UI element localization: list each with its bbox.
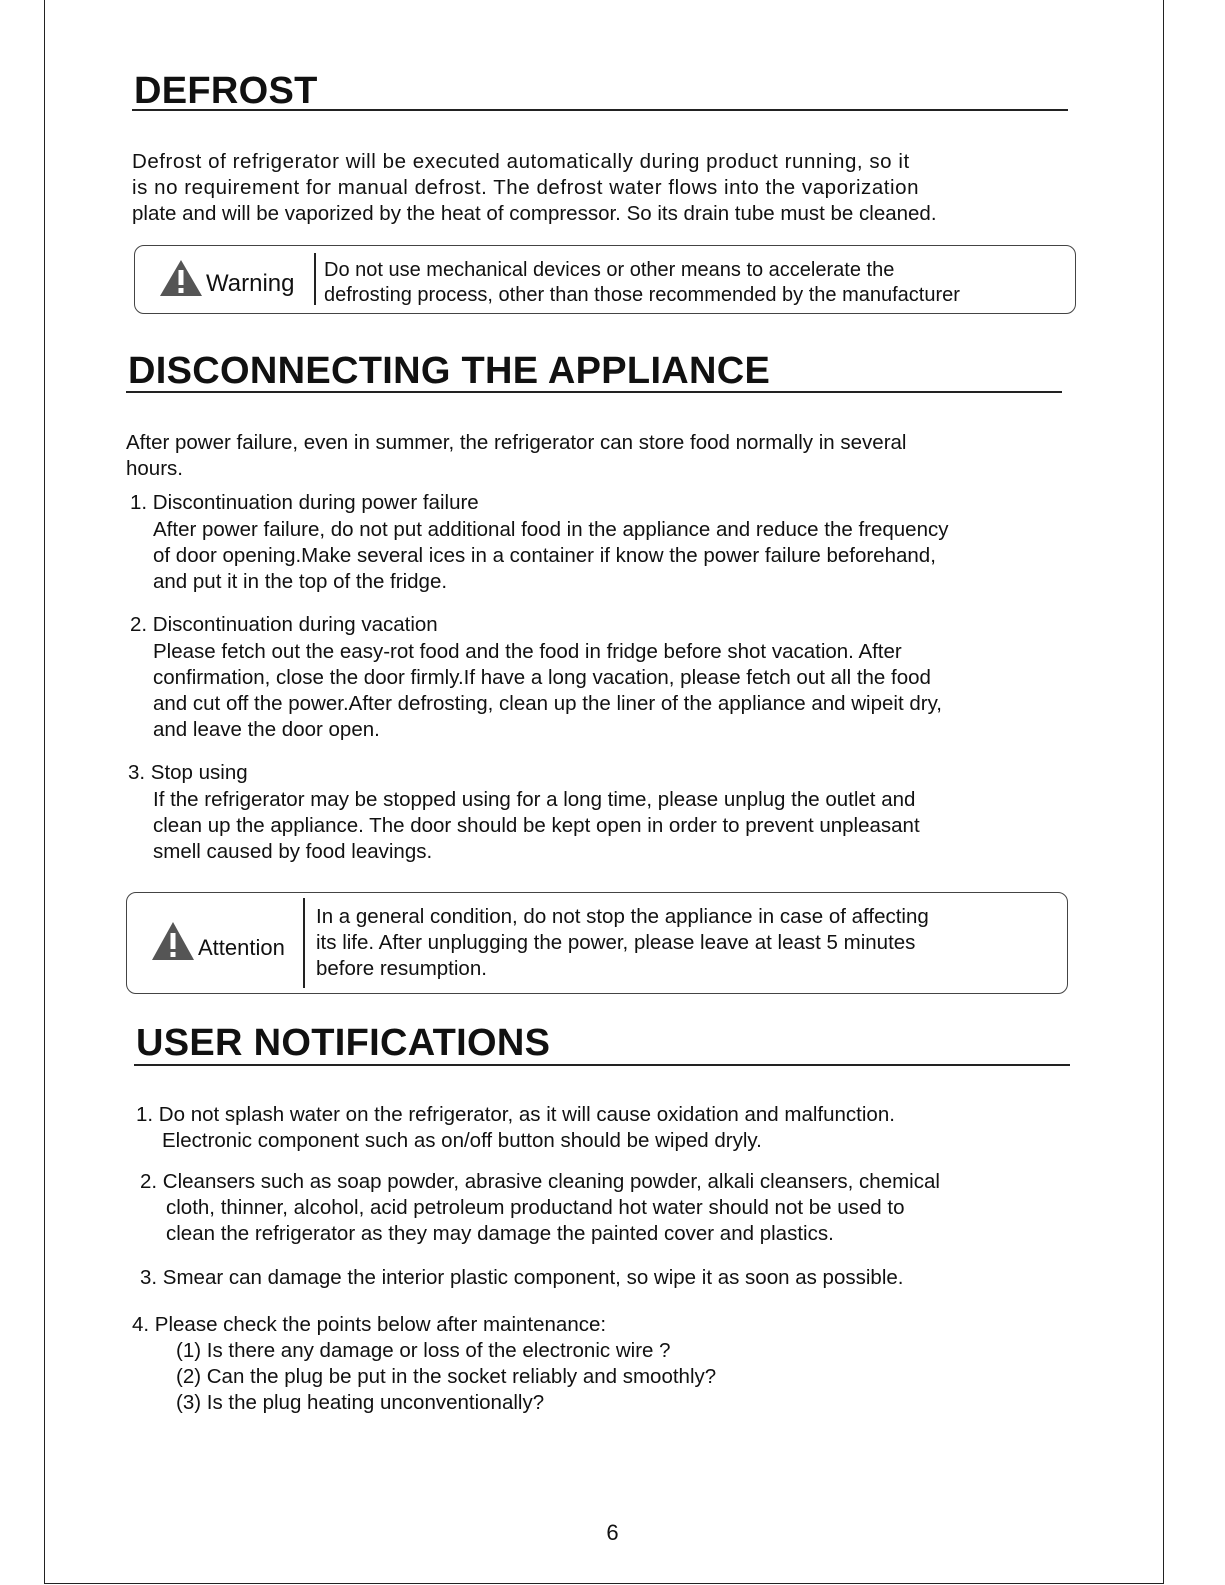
- text-line: After power failure, do not put additional food in the appliance and reduce the frequency: [153, 518, 949, 541]
- text-line: Defrost of refrigerator will be executed automatically during product running, so it: [132, 150, 910, 173]
- text-line: 2. Cleansers such as soap powder, abrasive cleaning powder, alkali cleansers, chemical: [140, 1170, 940, 1193]
- list-item-title: 2. Discontinuation during vacation: [130, 613, 438, 636]
- notification-item: [136, 1102, 1086, 1154]
- heading-rule: [132, 109, 1068, 111]
- attention-text: [316, 904, 1066, 982]
- text-line: After power failure, even in summer, the refrigerator can store food normally in several: [126, 431, 907, 454]
- warning-triangle-icon: [158, 258, 204, 298]
- text-line: Do not use mechanical devices or other means to accelerate the: [324, 259, 895, 281]
- section-heading-user-notifications: USER NOTIFICATIONS: [136, 1022, 551, 1064]
- notice-divider: [303, 898, 305, 988]
- notification-item: [140, 1265, 1090, 1291]
- text-line: hours.: [126, 457, 183, 480]
- text-line: Please fetch out the easy-rot food and the food in fridge before shot vacation. After: [153, 640, 902, 663]
- text-line: of door opening.Make several ices in a container if know the power failure beforehand,: [153, 544, 936, 567]
- warning-label-group: [158, 258, 294, 298]
- text-line: (1) Is there any damage or loss of the electronic wire ?: [176, 1339, 671, 1362]
- text-line: defrosting process, other than those recommended by the manufacturer: [324, 284, 960, 306]
- section-heading-disconnecting: DISCONNECTING THE APPLIANCE: [128, 350, 771, 392]
- attention-label-group: [150, 920, 285, 962]
- text-line: smell caused by food leavings.: [153, 840, 433, 863]
- warning-label: Warning: [206, 270, 295, 297]
- list-item-body: [153, 639, 1083, 743]
- text-line: (3) Is the plug heating unconventionally?: [176, 1391, 545, 1414]
- text-line: and put it in the top of the fridge.: [153, 570, 448, 593]
- list-item-body: [153, 517, 1083, 595]
- notice-divider: [314, 253, 316, 305]
- notification-item: [140, 1169, 1090, 1247]
- warning-text: [324, 258, 1074, 308]
- heading-rule: [126, 391, 1062, 393]
- text-line: confirmation, close the door firmly.If have a long vacation, please fetch out all the food: [153, 666, 931, 689]
- text-line: 3. Smear can damage the interior plastic component, so wipe it as soon as possible.: [140, 1266, 904, 1289]
- list-item-body: [153, 787, 1083, 865]
- disconnecting-intro: [126, 430, 1086, 482]
- text-line: plate and will be vaporized by the heat of compressor. So its drain tube must be cleaned.: [132, 202, 937, 225]
- notification-item: [132, 1312, 1082, 1416]
- page-number: 6: [606, 1520, 619, 1545]
- text-line: 1. Do not splash water on the refrigerator, as it will cause oxidation and malfunction.: [136, 1103, 895, 1126]
- text-line: Electronic component such as on/off button should be wiped dryly.: [162, 1129, 762, 1152]
- text-line: clean the refrigerator as they may damage the painted cover and plastics.: [166, 1222, 834, 1245]
- text-line: In a general condition, do not stop the appliance in case of affecting: [316, 905, 929, 928]
- text-line: If the refrigerator may be stopped using for a long time, please unplug the outlet and: [153, 788, 916, 811]
- text-line: before resumption.: [316, 957, 487, 980]
- text-line: its life. After unplugging the power, please leave at least 5 minutes: [316, 931, 916, 954]
- text-line: and cut off the power.After defrosting, clean up the liner of the appliance and wipeit dry,: [153, 692, 942, 715]
- heading-rule: [134, 1064, 1070, 1066]
- defrost-paragraph: [132, 149, 1092, 227]
- warning-triangle-icon: [150, 920, 196, 962]
- attention-label: Attention: [198, 935, 285, 960]
- text-line: cloth, thinner, alcohol, acid petroleum productand hot water should not be used to: [166, 1196, 905, 1219]
- text-line: is no requirement for manual defrost. The defrost water flows into the vaporization: [132, 176, 920, 199]
- text-line: (2) Can the plug be put in the socket reliably and smoothly?: [176, 1365, 717, 1388]
- text-line: clean up the appliance. The door should be kept open in order to prevent unpleasant: [153, 814, 920, 837]
- section-heading-defrost: DEFROST: [134, 70, 318, 112]
- list-item-title: 1. Discontinuation during power failure: [130, 491, 479, 514]
- text-line: 4. Please check the points below after maintenance:: [132, 1313, 607, 1336]
- text-line: and leave the door open.: [153, 718, 380, 741]
- list-item-title: 3. Stop using: [128, 761, 248, 784]
